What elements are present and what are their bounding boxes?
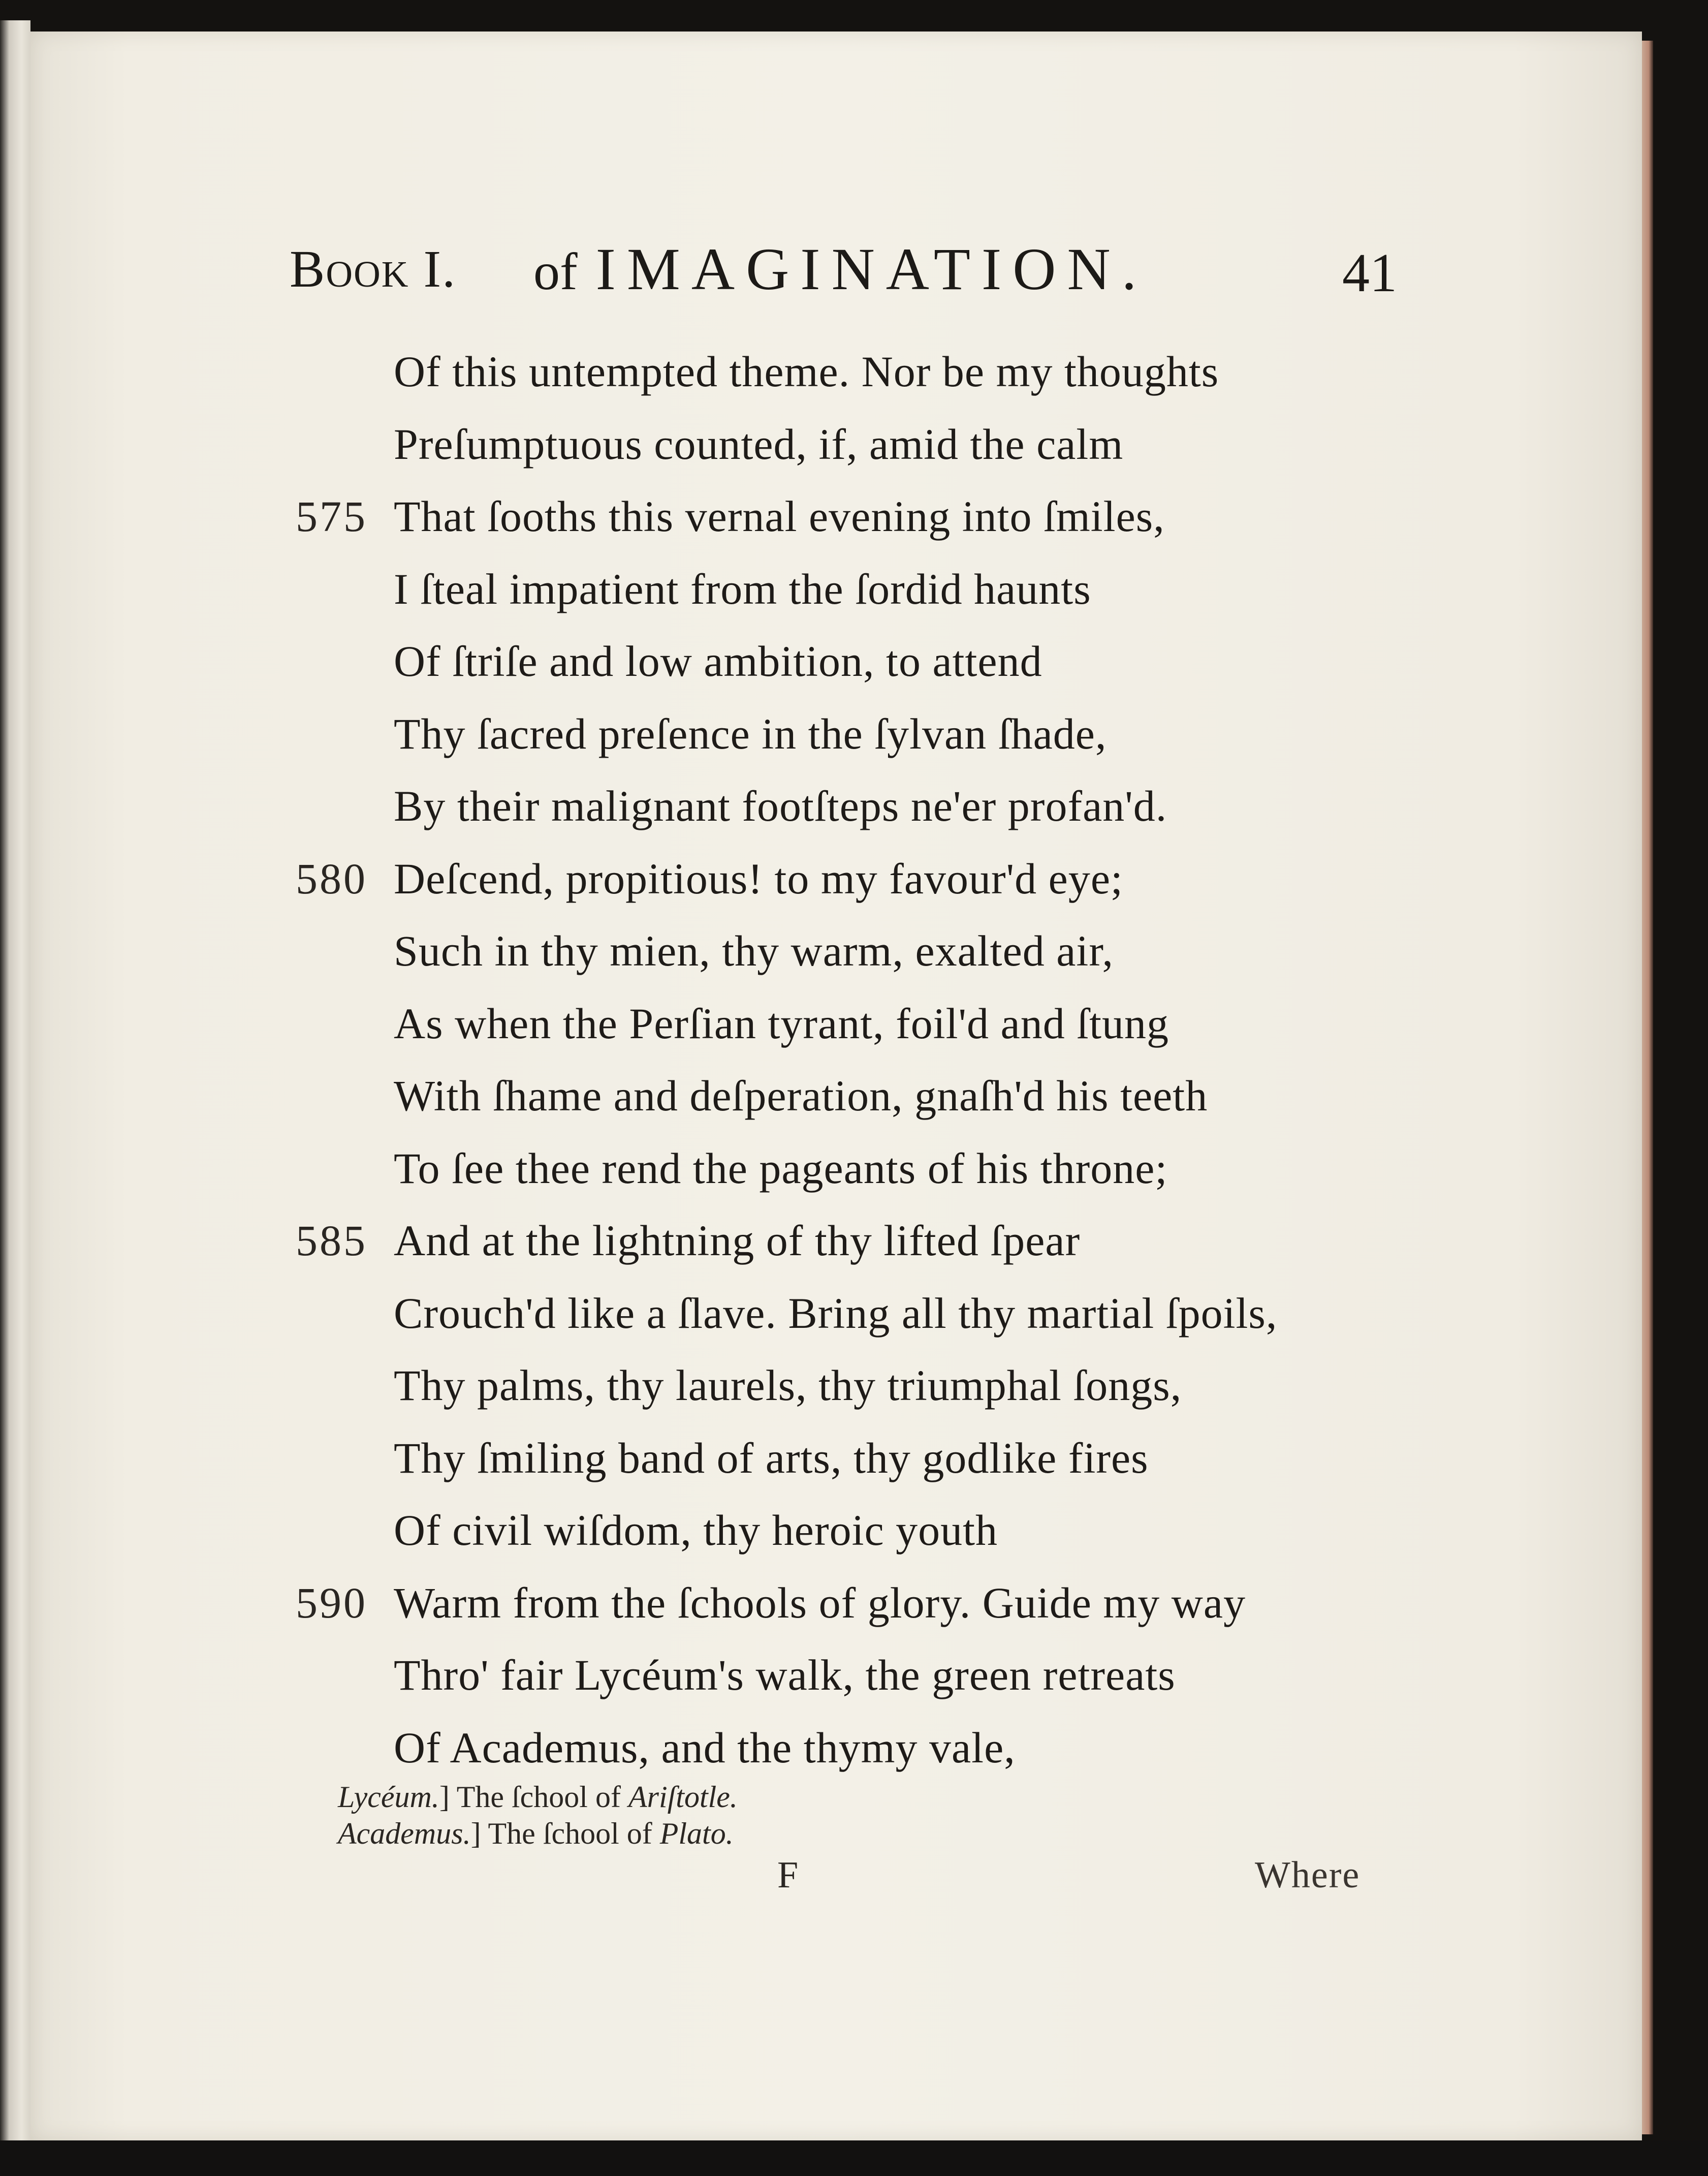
verse-line (0, 408, 1708, 480)
verse-line (0, 1132, 1708, 1204)
signature-mark: F (777, 1854, 799, 1896)
footnote-text: The ſchool of (481, 1817, 660, 1850)
verse-line (0, 770, 1708, 842)
footnote-term: Lycéum. (338, 1780, 439, 1814)
line-text: Preſumptuous counted, if, amid the calm (394, 419, 1124, 469)
running-title-main: IMAGINATION. (595, 236, 1148, 302)
line-text: As when the Perſian tyrant, foil'd and ſtung (394, 999, 1169, 1048)
verse-line (0, 698, 1708, 770)
line-number: 580 (296, 854, 367, 903)
line-text: I ſteal impatient from the ſordid haunts (394, 564, 1091, 613)
line-text: Of this untempted theme. Nor be my thoughts (394, 347, 1219, 396)
line-text: Thy palms, thy laurels, thy triumphal ſongs, (394, 1361, 1182, 1410)
footnote-bracket: ] (470, 1817, 481, 1850)
footnote (338, 1815, 738, 1852)
verse-line (0, 915, 1708, 987)
line-text: Of Academus, and the thymy vale, (394, 1723, 1016, 1772)
verse-line (0, 553, 1708, 625)
line-text: Thy ſmiling band of arts, thy godlike fires (394, 1433, 1149, 1482)
line-text: That ſooths this vernal evening into ſmiles, (394, 492, 1165, 541)
verse-line (0, 1204, 1708, 1277)
footnote-name: Ariſtotle. (628, 1780, 738, 1814)
line-text: Of ſtriſe and low ambition, to attend (394, 637, 1042, 686)
line-number: 585 (296, 1216, 367, 1265)
line-text: With ſhame and deſperation, gnaſh'd his teeth (394, 1071, 1208, 1120)
verse-line (0, 335, 1708, 408)
footnote (338, 1779, 738, 1815)
verse-line (0, 1712, 1708, 1784)
line-text: Deſcend, propitious! to my favour'd eye; (394, 854, 1123, 903)
footnote-bracket: ] (439, 1780, 450, 1814)
verse-line (0, 1494, 1708, 1566)
catchword: Where (1255, 1854, 1361, 1896)
page-number: 41 (1342, 243, 1397, 303)
running-head (290, 231, 1397, 307)
verse-line (0, 1567, 1708, 1639)
footnotes (338, 1779, 738, 1852)
running-title-of: of (533, 242, 578, 301)
running-title (533, 231, 1148, 310)
line-text: Of civil wiſdom, thy heroic youth (394, 1506, 998, 1555)
verse-line (0, 1349, 1708, 1421)
line-text: Thy ſacred preſence in the ſylvan ſhade, (394, 709, 1107, 758)
line-text: Such in thy mien, thy warm, exalted air, (394, 926, 1114, 975)
verse-line (0, 987, 1708, 1060)
background-edge (0, 2140, 1708, 2176)
book-label: Book I. (290, 240, 457, 298)
footnote-text: The ſchool of (449, 1780, 628, 1814)
verse-line (0, 1060, 1708, 1132)
line-text: Crouch'd like a ſlave. Bring all thy martial ſpoils, (394, 1288, 1278, 1338)
verse-line (0, 843, 1708, 915)
line-number: 575 (296, 492, 367, 541)
verse-line (0, 1422, 1708, 1494)
line-text: By their malignant footſteps ne'er profan'd. (394, 782, 1167, 830)
line-text: Warm from the ſchools of glory. Guide my way (394, 1578, 1246, 1627)
verse-line (0, 1639, 1708, 1711)
footnote-name: Plato. (659, 1817, 734, 1850)
line-number: 590 (296, 1578, 367, 1627)
verse-line (0, 1277, 1708, 1349)
footnote-term: Academus. (338, 1817, 471, 1850)
line-text: To ſee thee rend the pageants of his throne; (394, 1143, 1168, 1193)
verse-line (0, 625, 1708, 697)
line-text: Thro' fair Lycéum's walk, the green retreats (394, 1651, 1176, 1699)
line-text: And at the lightning of thy lifted ſpear (394, 1216, 1081, 1265)
verse-line (0, 480, 1708, 552)
